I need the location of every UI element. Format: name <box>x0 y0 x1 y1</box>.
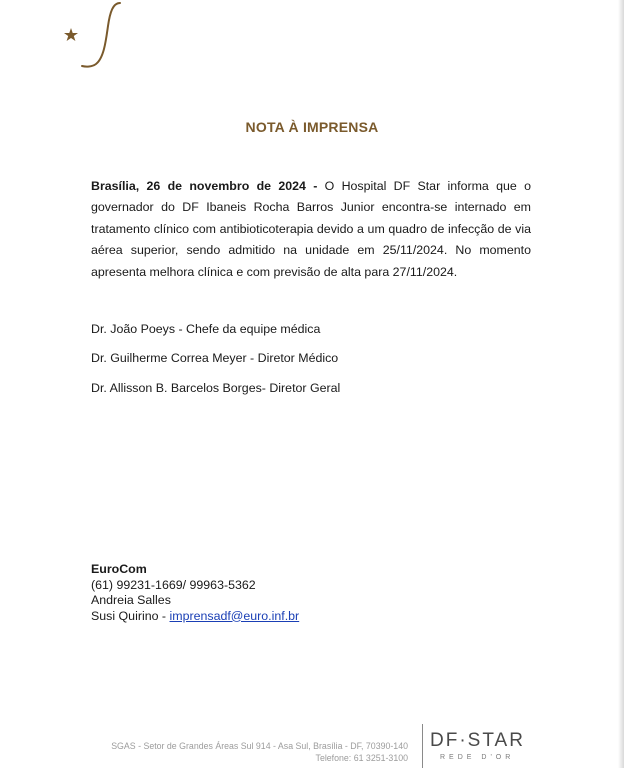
contact-org: EuroCom <box>91 562 147 576</box>
footer-phone: Telefone: 61 3251-3100 <box>315 752 408 763</box>
footer-divider <box>422 724 423 768</box>
contact-person-label: Susi Quirino - <box>91 608 170 623</box>
footer-address-block <box>111 741 408 764</box>
contact-person <box>91 609 299 625</box>
contact-email-link[interactable]: imprensadf@euro.inf.br <box>169 608 300 623</box>
brand-subtitle: REDE D'OR <box>440 754 515 761</box>
signature-line: Dr. Guilherme Correa Meyer - Diretor Médico <box>91 351 339 365</box>
page-title: NOTA À IMPRENSA <box>245 119 379 135</box>
brand-name: DF·STAR <box>430 730 525 751</box>
press-contact <box>91 562 299 624</box>
star-and-s-curve-icon <box>60 0 130 77</box>
release-lead: Brasília, 26 de novembro de 2024 - <box>91 179 318 193</box>
signature-line: Dr. Allisson B. Barcelos Borges- Diretor Geral <box>91 381 341 395</box>
contact-person: Andreia Salles <box>91 593 171 607</box>
contact-phones: (61) 99231-1669/ 99963-5362 <box>91 577 256 592</box>
release-body <box>91 176 531 283</box>
brand-logo <box>430 730 525 761</box>
release-text: O Hospital DF Star informa que o governador do DF Ibaneis Rocha Barros Junior encontra-se internado em tratamento clínico com antibioticoterapia devido a um quadro de infecção de via aérea superior, sendo admitido na unidade em 25/11/2024. No momento apresenta melhora clínica e com previsão de alta para 27/11/2024. <box>91 179 531 279</box>
page-edge-shadow <box>618 0 624 768</box>
footer-address: SGAS - Setor de Grandes Áreas Sul 914 - Asa Sul, Brasília - DF, 70390-140 <box>111 741 408 751</box>
signature-line: Dr. João Poeys - Chefe da equipe médica <box>91 322 321 336</box>
